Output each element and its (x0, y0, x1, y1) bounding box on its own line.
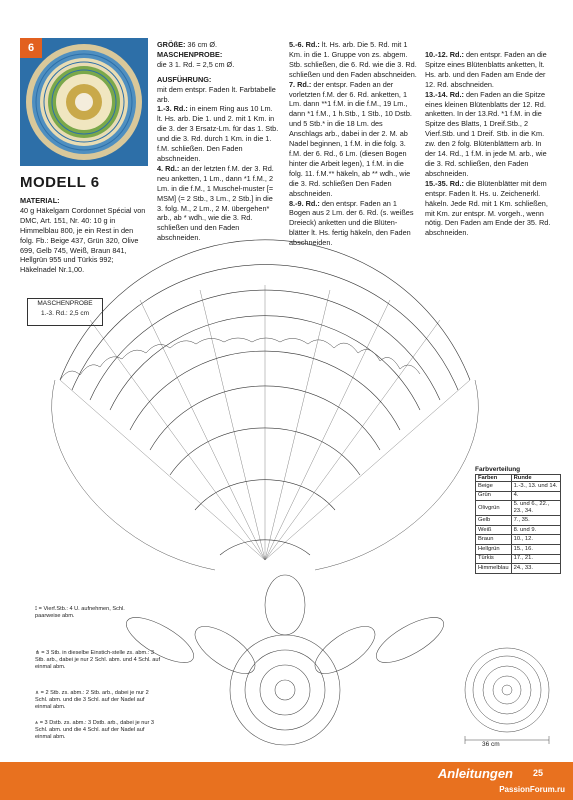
material-text: 40 g Häkelgarn Cordonnet Spécial von DMC, Art. 151, Nr. 40: 10 g in Himmelblau 800, je ein Rest in den folg. Fb.: Beige 437, Grün 320, Olive 699, Gelb 745, Weiß, Braun 841, Hellgrün 955 und Türkis 992; Häkelnadel Nr.1,00. (20, 205, 146, 275)
maschenprobe-value: die 3 1. Rd. = 2,5 cm Ø. (157, 59, 235, 69)
round-label: 1.-3. Rd.: (157, 104, 188, 114)
color-table-title: Farbverteilung (475, 466, 521, 473)
size-label: GRÖßE: (157, 40, 186, 49)
three-stb-symbol-icon: ⋔ (35, 650, 42, 656)
color-name: Himmelblau (476, 564, 512, 574)
probe-box-text: 1.-3. Rd.: 2,5 cm (40, 310, 90, 317)
table-row (476, 525, 561, 535)
footer-section-title: Anleitungen (437, 766, 513, 781)
color-rounds: 1.-3., 13. und 14. (511, 482, 560, 492)
color-name: Gelb (476, 516, 512, 526)
legend-text: = 3 Stb. in dieselbe Einstich-stelle zs. abm.: 3 Stb. arb., dabei je nur 2 Schl. abm. und 4 Schl. auf einmal abm. (35, 650, 161, 670)
color-rounds: 17., 21. (511, 554, 560, 564)
table-row (476, 501, 561, 516)
ausfuehrung-label: AUSFÜHRUNG: (157, 74, 212, 84)
legend-item (35, 720, 160, 741)
maschenprobe-label: MASCHENPROBE: (157, 49, 223, 59)
vierf-stb-symbol-icon: ⟟ (35, 606, 39, 612)
table-row (476, 564, 561, 574)
round-text: den entspr. Faden an 1 Bogen aus 2 Lm. der 6. Rd. (s. weißes Dreieck) anketten und die Blüten-blätter lt. Hs. fertig häkeln, den Faden abschneiden. (289, 198, 414, 248)
color-table-header: Runde (511, 475, 560, 482)
two-stb-symbol-icon: ∧ (35, 690, 41, 696)
watermark: PassionForum.ru (499, 785, 565, 794)
color-rounds: 4. (511, 491, 560, 501)
legend-text: = 2 Stb. zs. abm.: 2 Stb. arb., dabei je nur 2 Schl. abm. und die 3 Schl. auf der Nadel auf einmal abm. (35, 690, 149, 710)
round-label: 5.-6. Rd.: (289, 40, 320, 49)
round-label: 8.-9. Rd.: (289, 198, 320, 208)
legend-text: = 3 Dstb. zs. abm.: 3 Dstb. arb., dabei je nur 3 Schl. abm. und die 4 Schl. auf der Nadel auf einmal abm. (35, 720, 154, 740)
page-number: 25 (532, 768, 543, 778)
color-distribution-table (475, 466, 567, 574)
round-label: 13.-14. Rd.: (425, 89, 464, 99)
round-label: 4. Rd.: (157, 163, 180, 173)
size-value: 36 cm Ø. (187, 40, 218, 49)
round-text: lt. Hs. arb. Die 5. Rd. mit 1 Km. in die 1. Gruppe von zs. abgem. Stb. schließen, die 6. Rd. wie die 3. Rd. schließen und den Faden abschneiden. (289, 40, 417, 79)
round-label: 10.-12. Rd.: (425, 50, 464, 59)
color-name: Grün (476, 491, 512, 501)
color-name: Olivgrün (476, 501, 512, 516)
probe-box-title: MASCHENPROBE (37, 300, 93, 307)
color-name: Weiß (476, 525, 512, 535)
round-label: 15.-35. Rd.: (425, 178, 464, 188)
round-text: an der letzten f.M. der 3. Rd. neu anketten, 1 Lm., dann *1 f.M., 2 Lm. in die f.M., 1 Muschel-muster [= MSM] (= 2 Stb., 3 Lm., 2 Stb.] in die 3. folg. M., 2 Lm., 2 M. übergehen* arb., ab * wdh., wie die 3. Rd. schließen und den Faden abschneiden. (157, 163, 274, 243)
material-heading: MATERIAL: (20, 196, 60, 205)
legend-item (35, 606, 145, 620)
table-row (476, 544, 561, 554)
model-title: MODELL 6 (20, 174, 100, 191)
color-table-header: Farben (476, 475, 512, 482)
color-name: Hellgrün (476, 544, 512, 554)
color-rounds: 8. und 9. (511, 525, 560, 535)
round-text: den entspr. Faden an die Spitze eines Blütenblatts anketten, lt. Hs. arb. und den Faden am Ende der 12. Rd. abschneiden. (425, 50, 547, 89)
dimension-label: 36 cm (482, 741, 500, 748)
round-text: die Blütenblätter mit dem entspr. Faden lt. Hs. u. Zeichenerkl. häkeln. Jede Rd. mit 1 Km. schließen, mit Km. zur entspr. M. vorgeh., wenn nötig. Den Faden am Ende der 35. Rd. abschneiden. (425, 178, 551, 238)
ausfuehrung-text: mit dem entspr. Faden lt. Farbtabelle arb. (157, 84, 276, 104)
model-number-badge: 6 (20, 38, 42, 58)
round-text: der entspr. Faden an der vorletzten f.M. der 6. Rd. anketten, 1 Lm. dann **1 f.M. in die f.M., 19 Lm., dann *1 f.M., 1 h.Stb., 1 Stb., 10 Dstb. und 5 Stb.* in die 18 Lm. des Anschlags arb., dabei in der 2. M. ab Nadel beginnen, 1 f.M. in die folg. 3. f.M. der 6. Rd., 6 Lm. (diesen Bogen hinter die Arbeit legen), 1 f.M. in die folg. 11. f.M.** häkeln, ab ** wdh., wie die 3. Rd. schließen Den Faden abschneiden. (289, 79, 412, 198)
color-rounds: 5. und 6., 22., 23., 34. (511, 501, 560, 516)
color-rounds: 24., 33. (511, 564, 560, 574)
table-row (476, 482, 561, 492)
color-rounds: 10., 12. (511, 535, 560, 545)
legend-item (35, 650, 160, 671)
round-text: in einem Ring aus 10 Lm. lt. Hs. arb. Die 1. und 2. mit 1 Km. in die 3. der 3 Ersatz-Lm. für das 1. Stb. und die 3. Rd. durch 1 Km. in die 1. f.M. schließen. Den Faden abschneiden. (157, 104, 279, 163)
legend-text: = Vierf.Stb.: 4 U. aufnehmen, Schl. paarweise abm. (35, 606, 125, 619)
table-row (476, 491, 561, 501)
color-name: Braun (476, 535, 512, 545)
color-rounds: 15., 16. (511, 544, 560, 554)
color-rounds: 7., 35. (511, 516, 560, 526)
color-name: Türkis (476, 554, 512, 564)
three-dstb-symbol-icon: ⩚ (35, 720, 40, 726)
legend-item (35, 690, 160, 711)
color-name: Beige (476, 482, 512, 492)
table-row (476, 554, 561, 564)
table-row (476, 516, 561, 526)
round-label: 7. Rd.: (289, 79, 312, 89)
table-row (476, 535, 561, 545)
round-text: den Faden an die Spitze eines kleinen Blütenblatts der 12. Rd. anketten. In der 13.Rd. *1 f.M. in die Spitze des Blatts, 1 Dreif.Stb., 2 Vierf.Stb. und 1 Dreif. Stb. in die Km. zw. den 2 folg. Blütenblättern arb. In der 14. Rd., 1 f.M. in jede M. arb., wie die 3. Rd. schließen, den Faden abschneiden. (425, 89, 547, 178)
